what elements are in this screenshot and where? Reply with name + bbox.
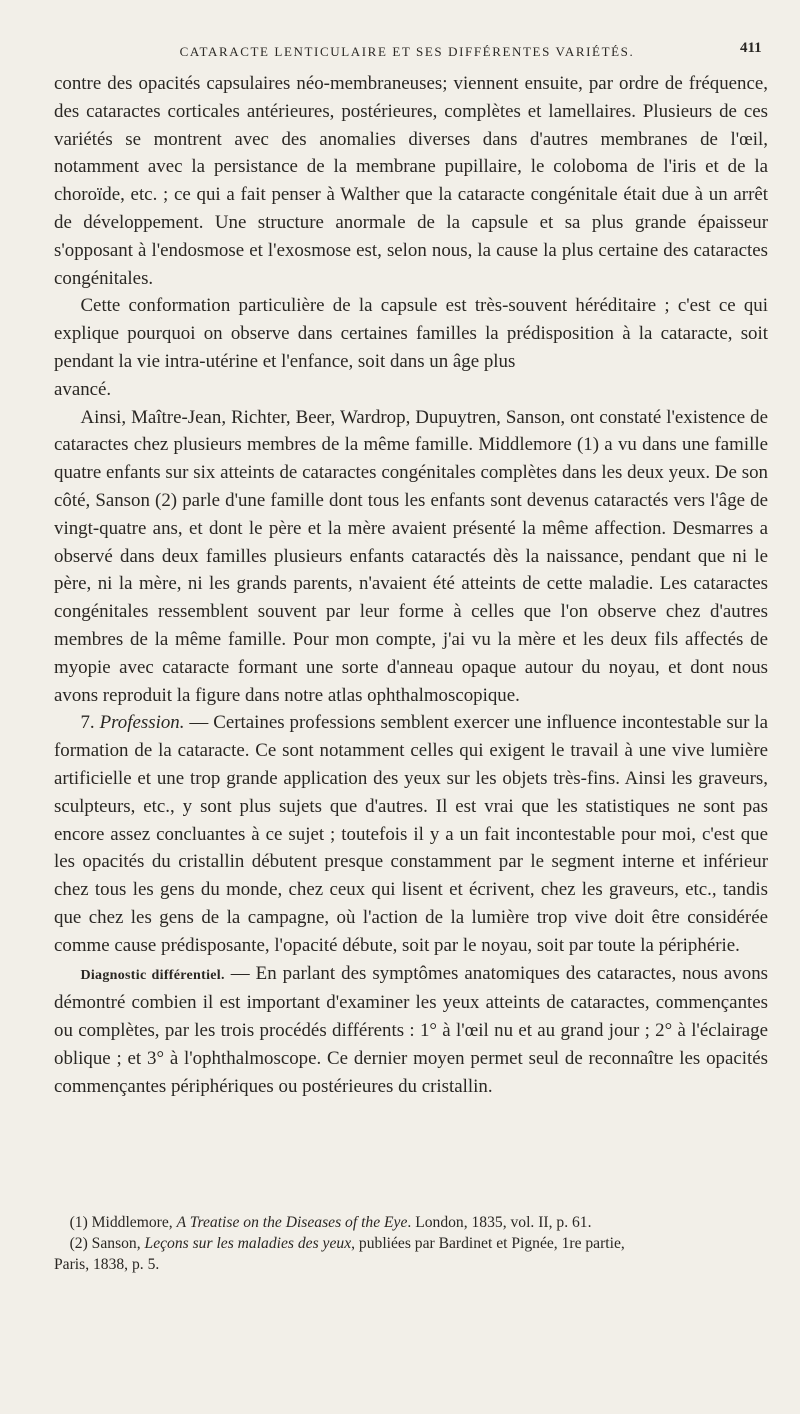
footnote-1-author: (1) Middlemore, [69, 1214, 177, 1231]
footnotes [54, 1212, 768, 1275]
paragraph-heredity: Cette conformation particulière de la capsule est très-souvent héréditaire ; c'est ce qui explique pourquoi on observe dans certaines familles la prédisposition à la cataracte, soit pendant la vie intra-utérine et l'enfance, soit dans un âge plus [54, 295, 768, 372]
footnote-1 [54, 1212, 768, 1233]
footnote-2-continuation: Paris, 1838, p. 5. [54, 1256, 160, 1273]
running-head: CATARACTE LENTICULAIRE ET SES DIFFÉRENTES VARIÉTÉS. [179, 44, 635, 59]
section-number: 7. [80, 712, 95, 734]
section-heading-profession: Profession. [99, 712, 185, 734]
paragraph-profession [54, 709, 768, 959]
page-number: 411 [740, 40, 762, 56]
section-text-profession: — Certaines professions semblent exercer une influence incontestable sur la formation de la cataracte. Ce sont notamment celles qui exigent le travail à une vive lumière artificielle et une trop grande application des yeux sur les objets très-fins. Ainsi les graveurs, sculpteurs, etc., y sont plus sujets que d'autres. Il est vrai que les statistiques ne sont pas encore assez concluantes à ce sujet ; toutefois il y a un fait incontestable pour moi, c'est que les opacités du cristallin débutent presque constamment par le segment interne et inférieur chez tous les gens du monde, chez ceux qui lisent et écrivent, chez les graveurs, etc., tandis que chez les gens de la campagne, où l'action de la lumière trop vive doit être considérée comme cause prédisposante, l'opacité débute, soit par le noyau, soit par toute la périphérie. [54, 712, 768, 956]
paragraph-family-cases: Ainsi, Maître-Jean, Richter, Beer, Wardrop, Dupuytren, Sanson, ont constaté l'existence de cataractes chez plusieurs membres de la même famille. Middlemore (1) a vu dans une famille quatre enfants sur six atteints de cataractes congénitales complètes dans les deux yeux. De son côté, Sanson (2) parle d'une famille dont tous les enfants sont devenus cataractés vers l'âge de vingt-quatre ans, et dont le père et la mère avaient présenté la même affection. Desmarres a observé dans deux familles plusieurs enfants cataractés dès la naissance, pendant que ni le père, ni la mère, ni les grands parents, n'avaient été atteints de cette maladie. Les cataractes congénitales ressemblent souvent par leur forme à celles que l'on observe chez d'autres membres de la même famille. Pour mon compte, j'ai vu la mère et les deux fils affectés de myopie avec cataracte formant une sorte d'anneau opaque autour du noyau, et dont nous avons reproduit la figure dans notre atlas ophthalmoscopique. [54, 406, 768, 706]
footnote-2-details: , publiées par Bardinet et Pignée, 1re partie, [351, 1235, 625, 1252]
footnote-1-title: A Treatise on the Diseases of the Eye [176, 1214, 408, 1231]
footnote-1-details: . London, 1835, vol. II, p. 61. [407, 1214, 592, 1231]
paragraph-diagnosis [54, 960, 768, 1101]
paragraph-heredity-end: avancé. [54, 378, 112, 400]
footnote-2-author: (2) Sanson, [69, 1235, 145, 1252]
body-text [54, 70, 768, 1100]
footnote-2 [54, 1233, 768, 1254]
section-heading-diagnosis: Diagnostic différentiel. [80, 967, 225, 983]
footnote-2-title: Leçons sur les maladies des yeux [144, 1235, 352, 1252]
paragraph-capsule-opacities: contre des opacités capsulaires néo-membraneuses; viennent ensuite, par ordre de fréquence, des cataractes corticales antérieures, postérieures, complètes et lamellaires. Plusieurs de ces variétés se montrent avec des anomalies diverses dans d'autres membranes de l'œil, notamment avec la persistance de la membrane pupillaire, le coloboma de l'iris et de la choroïde, etc. ; ce qui a fait penser à Walther que la cataracte congénitale était due à un arrêt de développement. Une structure anormale de la capsule et sa plus grande épaisseur s'opposant à l'endosmose et l'exosmose est, selon nous, la cause la plus certaine des cataractes congénitales. [54, 73, 768, 289]
section-text-diagnosis: — En parlant des symptômes anatomiques des cataractes, nous avons démontré combien il est important d'examiner les yeux atteints de cataractes, commençantes ou complètes, par les trois procédés différents : 1° à l'œil nu et au grand jour ; 2° à l'éclairage oblique ; et 3° à l'ophthalmoscope. Ce dernier moyen permet seul de reconnaître les opacités commençantes périphériques ou postérieures du cristallin. [54, 962, 768, 1097]
